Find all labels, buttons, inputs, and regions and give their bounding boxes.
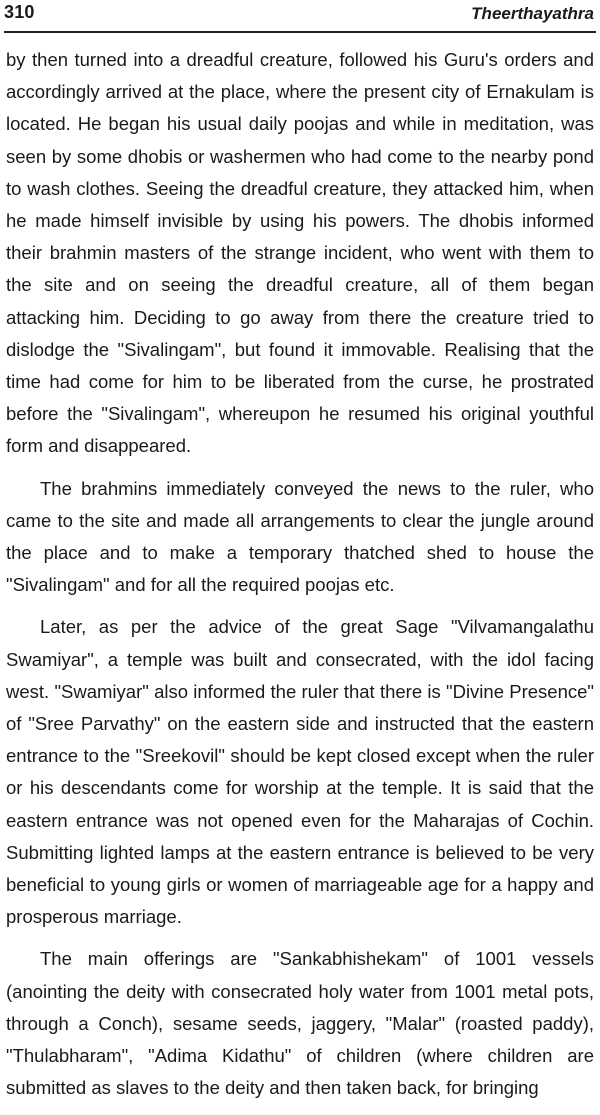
paragraph: Later, as per the advice of the great Sage "Vilvamangalathu Swamiyar", a temple was built and consecrated, with the idol facing west. "Swamiyar" also informed the ruler that there is "Divine Presence" of "Sree Parvathy" on the eastern side and instructed that the eastern entrance to the "Sreekovil" should be kept closed except when the ruler or his descendants come for worship at the temple. It is said that the eastern entrance was not opened even for the Maharajas of Cochin. Submitting lighted lamps at the eastern entrance is believed to be very beneficial to young girls or women of marriageable age for a happy and prosperous marriage.	[6, 616, 594, 928]
paragraph: The brahmins immediately conveyed the news to the ruler, who came to the site and made all arrangements to clear the jungle around the place and to make a temporary thatched shed to house the "Sivalingam" and for all the required poojas etc.	[6, 477, 594, 596]
page-number: 310	[4, 2, 35, 22]
paragraph: by then turned into a dreadful creature, followed his Guru's orders and accordingly arrived at the place, where the present city of Ernakulam is located. He began his usual daily poojas and while in meditation, was seen by some dhobis or washermen who had come to the nearby pond to wash clothes. Seeing the dreadful creature, they attacked him, when he made himself invisible by using his powers. The dhobis informed their brahmin masters of the strange incident, who went with them to the site and on seeing the dreadful creature, all of them began attacking him. Deciding to go away from there the creature tried to dislodge the "Sivalingam", but found it immovable. Realising that the time had come for him to be liberated from the curse, he prostrated before the "Sivalingam", whereupon he resumed his original youthful form and disappeared.	[6, 49, 594, 457]
paragraph: The main offerings are "Sankabhishekam" of 1001 vessels (anointing the deity with consecrated holy water from 1001 metal pots, through a Conch), sesame seeds, jaggery, "Malar" (roasted paddy), "Thulabharam", "Adima Kidathu" of children (where children are submitted as slaves to the deity and then taken back, for bringing	[6, 948, 594, 1099]
running-title: Theerthayathra	[471, 4, 594, 23]
header-rule	[4, 31, 596, 33]
body-text	[6, 44, 594, 1115]
page-header	[4, 2, 594, 28]
